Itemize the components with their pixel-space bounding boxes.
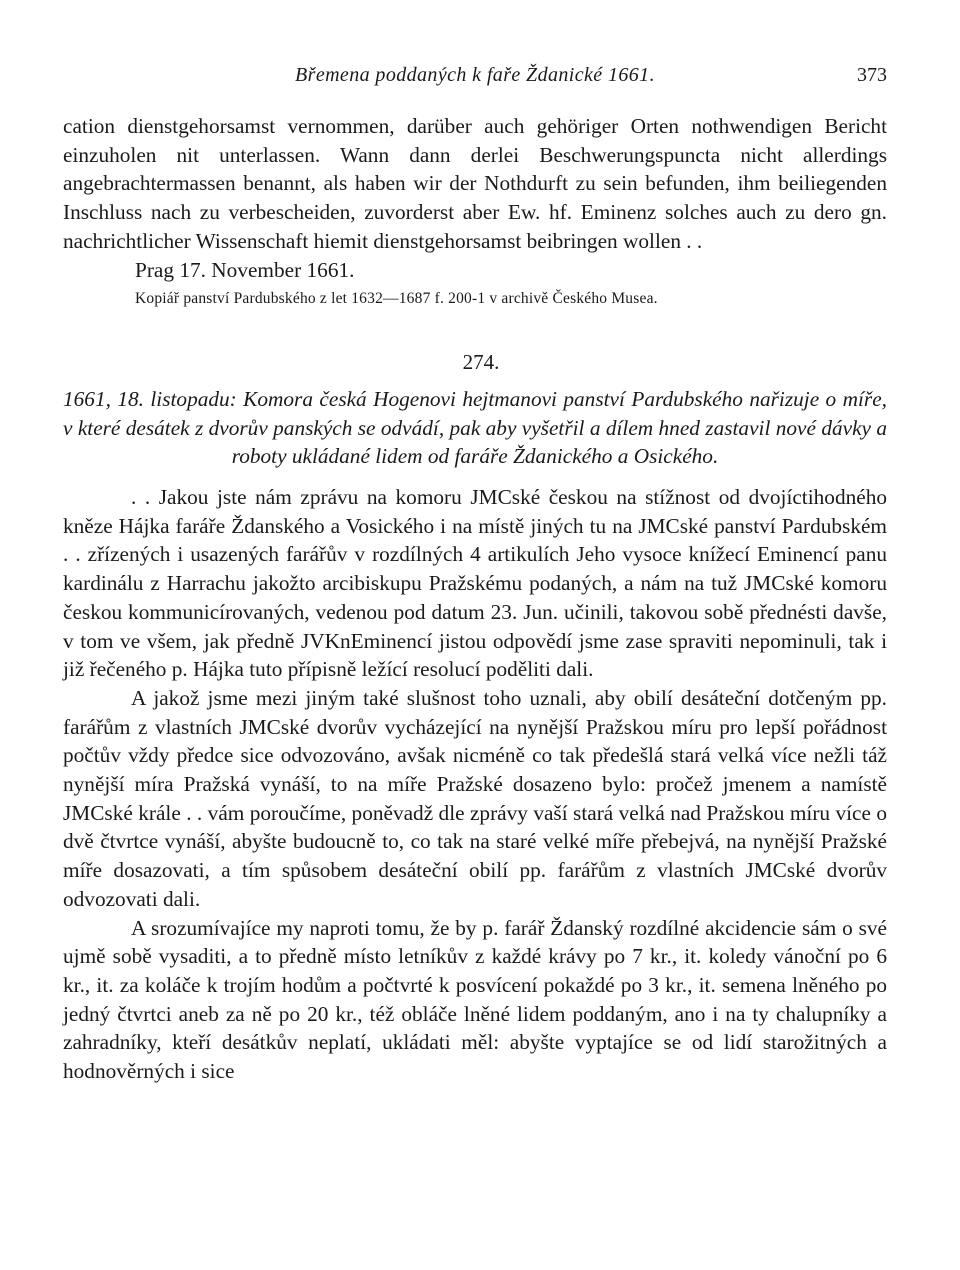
dateline: Prag 17. November 1661.	[135, 257, 355, 282]
document-regest: 1661, 18. listopadu: Komora česká Hogenovi hejtmanovi panství Pardubského nařizuje o míře, v které desátek z dvorův panských se odvádí, pak aby vyšetřil a dílem hned zastavil nové dávky a roboty ukládané lidem od faráře Ždanického a Osického.	[63, 386, 887, 469]
paragraph: A srozumívajíce my naproti tomu, že by p. farář Ždanský rozdílné akcidencie sám o své ujmě sobě vysaditi, a to předně místo letníkův z každé krávy po 7 kr., it. koledy vánoční po 6 kr., it. za koláče k trojím hodům a počtvrté k posvícení pokaždé po 3 kr., it. semena lněného po jedný čtvrtci aneb za ně po 20 kr., též obláče lněné lidem poddaným, ano i na ty chalupníky a zahradníky, kteří desátkův neplatí, ukládati měl: abyšte vyptajíce se od lidí starožitných a hodnověrných i sice	[63, 915, 887, 1084]
paragraph: . . Jakou jste nám zprávu na komoru JMCské českou na stížnost od dvojíctihodného kněze Hájka faráře Ždanského a Vosického i na místě jiných tu na JMCské panství Pardubském . . zřízených i usazených farářův v rozdílných 4 artikulích Jeho vysoce knížecí Eminencí panu kardinálu z Harrachu jakožto arcibiskupu Pražskému podaných, a nám na tuž JMCské komoru českou kommunicírovaných, vedenou pod datum 23. Jun. učinili, takovou sobě přednésti davše, v tom ve všem, jak předně JVKnEminencí jistou odpovědí jsme zase spraviti nepominuli, tak i již řečeného p. Hájka tuto přípisně ležící resolucí poděliti dali.	[63, 485, 887, 682]
document-number: 274.	[462, 350, 500, 375]
source-note: Kopiář panství Pardubského z let 1632—1687 f. 200-1 v archivě Českého Musea.	[135, 290, 658, 308]
paragraph-continuation: cation dienstgehorsamst vernommen, darüber auch gehöriger Orten nothwendigen Bericht einzuholen nit unterlassen. Wann dann derlei Beschwerungspuncta nicht allerdings angebrachtermassen benannt, als haben wir der Nothdurft zu sein befunden, ihm beiliegenden Inschluss nach zu verbescheiden, zuvorderst aber Ew. hf. Eminenz solches auch zu dero gn. nachrichtlicher Wissenschaft hiemit dienstgehorsamst beibringen wollen . .	[63, 114, 887, 253]
page-number: 373	[857, 64, 887, 86]
running-header	[63, 64, 887, 92]
document-page	[63, 0, 887, 1270]
paragraph: A jakož jsme mezi jiným také slušnost toho uznali, aby obilí desáteční dotčeným pp. farářům z vlastních JMCské dvorův vycházející na nynější Pražskou míru pro lepší pořádnost počtův vždy předce sice odvozováno, avšak nicméně co tak předešlá stará velká více nežli táž nynější míra Pražská vynáší, to na míře Pražské dosazeno bylo: pročež jmenem a namístě JMCské krále . . vám poroučíme, poněvadž dle zprávy vaší stará velká nad Pražskou míru více o dvě čtvrtce vynáší, abyšte budoucně to, co tak na staré velké míře přebejvá, na nynější Pražské míře dosazovati, a tím spůsobem desáteční obilí pp. farářům z vlastních JMCské dvorův odvozovati dali.	[63, 685, 887, 911]
page-body	[63, 112, 887, 1086]
running-title: Břemena poddaných k faře Ždanické 1661.	[295, 64, 655, 86]
